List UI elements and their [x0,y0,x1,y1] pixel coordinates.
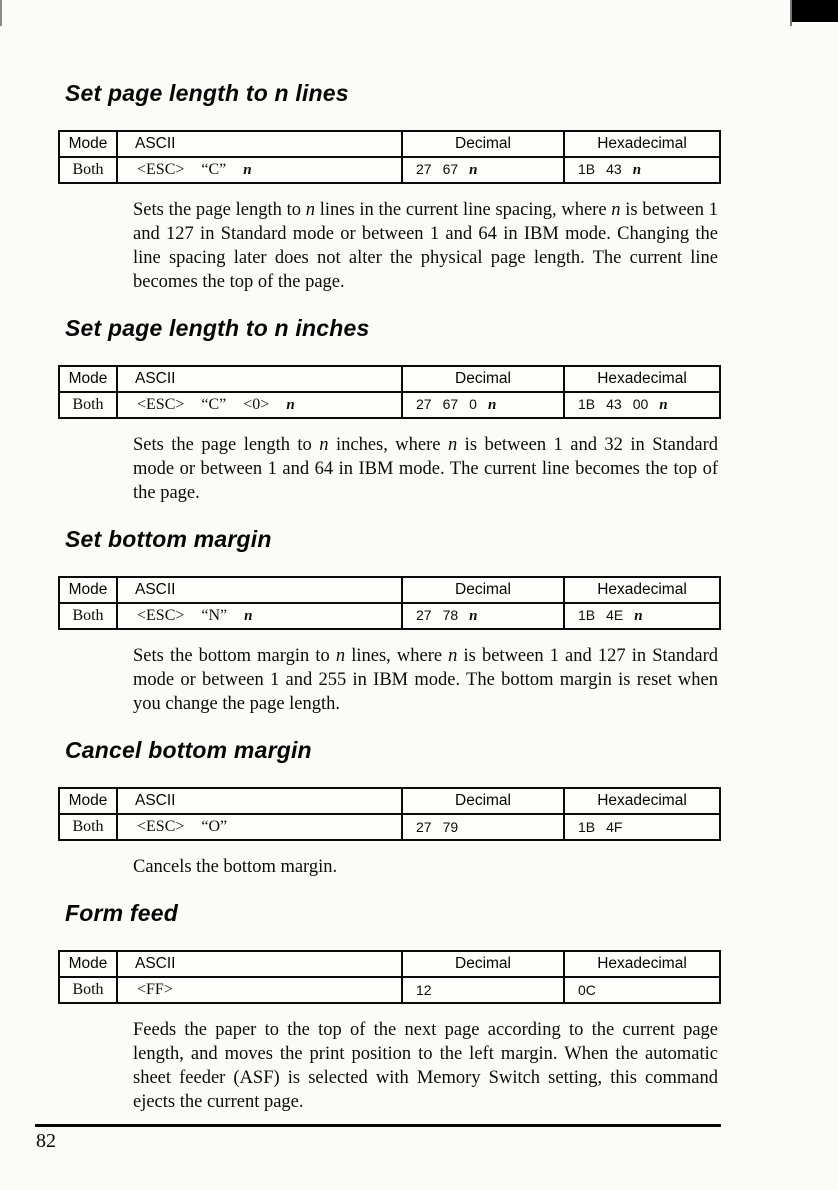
code-token: <ESC> [137,607,185,624]
code-token: 27 [416,819,432,835]
command-row [59,392,720,418]
col-header-decimal: Decimal [402,577,564,603]
code-token: 12 [416,982,432,998]
command-section [0,737,838,879]
command-row [59,977,720,1003]
col-header-ascii: ASCII [117,577,402,603]
section-title: Set bottom margin [65,526,272,552]
hex-cell [564,814,720,840]
variable-token: n [244,608,253,624]
page-number: 82 [36,1130,56,1152]
description-paragraph: Sets the page length to n lines in the current line spacing, where n is between 1 and 127 in Standard mode or between 1 and 64 in IBM mode. Changing the line spacing later does not alter the physical page length. The current line becomes the top of the page. [133,200,718,292]
code-token: 27 [416,607,432,623]
section-title: Cancel bottom margin [65,737,312,763]
variable-token: n [286,397,295,413]
section-title: Set page length to n inches [65,315,370,341]
hex-cell [564,603,720,629]
code-token: 78 [442,607,459,623]
ascii-cell [117,814,402,840]
section-title: Form feed [65,900,178,926]
code-token: <ESC> [137,161,185,178]
col-header-hexadecimal: Hexadecimal [564,131,720,157]
command-row [59,814,720,840]
variable-token: n [469,162,478,178]
command-table [58,950,721,1004]
command-section [0,80,838,294]
code-token: 27 [416,396,432,412]
mode-cell: Both [59,603,117,629]
command-section [0,315,838,505]
code-token: 4F [606,819,623,835]
col-header-mode: Mode [59,131,117,157]
code-token: 00 [632,396,649,412]
variable-token: n [659,397,668,413]
decimal-cell [402,157,564,183]
command-section [0,900,838,1114]
code-token: 0 [469,396,477,412]
col-header-hexadecimal: Hexadecimal [564,366,720,392]
ascii-cell [117,392,402,418]
col-header-ascii: ASCII [117,951,402,977]
col-header-mode: Mode [59,788,117,814]
code-token: 1B [578,819,596,835]
code-token: 4E [606,607,624,623]
description-paragraph: Sets the page length to n inches, where n is between 1 and 32 in Standard mode or between 1 and 64 in IBM mode. The current line becomes the top of the page. [133,435,718,503]
decimal-cell [402,977,564,1003]
col-header-hexadecimal: Hexadecimal [564,951,720,977]
mode-cell: Both [59,157,117,183]
code-token: 43 [606,161,622,177]
col-header-ascii: ASCII [117,366,402,392]
mode-cell: Both [59,392,117,418]
description-paragraph: Sets the bottom margin to n lines, where n is between 1 and 127 in Standard mode or between 1 and 255 in IBM mode. The bottom margin is reset when you change the page length. [133,646,718,714]
variable-token: n [632,162,642,178]
hex-cell [564,157,720,183]
col-header-ascii: ASCII [117,788,402,814]
table-header-row [59,788,720,814]
mode-cell: Both [59,814,117,840]
code-token: “C” [201,396,227,413]
col-header-decimal: Decimal [402,951,564,977]
ascii-cell [117,977,402,1003]
code-token: <0> [243,396,270,413]
col-header-hexadecimal: Hexadecimal [564,788,720,814]
command-table [58,365,721,419]
code-token: 1B [578,161,596,177]
variable-token: n [243,162,252,178]
table-header-row [59,951,720,977]
code-token: 1B [578,607,596,623]
command-row [59,603,720,629]
code-token: 27 [416,161,432,177]
col-header-mode: Mode [59,366,117,392]
col-header-decimal: Decimal [402,131,564,157]
col-header-hexadecimal: Hexadecimal [564,577,720,603]
table-header-row [59,366,720,392]
code-token: “C” [201,161,227,178]
code-token: “N” [201,607,228,624]
variable-token: n [487,397,497,413]
code-token: 43 [606,396,622,412]
col-header-mode: Mode [59,577,117,603]
command-row [59,157,720,183]
code-token: 67 [442,396,459,412]
table-header-row [59,577,720,603]
decimal-cell [402,603,564,629]
col-header-ascii: ASCII [117,131,402,157]
code-token: 1B [578,396,596,412]
code-token: “O” [201,818,228,835]
footer-rule [35,1124,721,1127]
code-token: <ESC> [137,396,185,413]
mode-cell: Both [59,977,117,1003]
code-token: <ESC> [137,818,185,835]
command-table [58,787,721,841]
command-table [58,576,721,630]
ascii-cell [117,603,402,629]
section-title: Set page length to n lines [65,80,349,106]
decimal-cell [402,392,564,418]
description-paragraph: Cancels the bottom margin. [133,857,338,877]
command-table [58,130,721,184]
scan-corner-mark [792,0,838,22]
code-token: <FF> [137,981,173,998]
variable-token: n [634,608,643,624]
decimal-cell [402,814,564,840]
hex-cell [564,392,720,418]
code-token: 67 [442,161,459,177]
col-header-decimal: Decimal [402,366,564,392]
code-token: 0C [578,982,596,998]
col-header-mode: Mode [59,951,117,977]
code-token: 79 [442,819,459,835]
scan-edge-artifact [0,0,2,26]
table-header-row [59,131,720,157]
col-header-decimal: Decimal [402,788,564,814]
ascii-cell [117,157,402,183]
variable-token: n [469,608,478,624]
hex-cell [564,977,720,1003]
description-paragraph: Feeds the paper to the top of the next page according to the current page length, and moves the print position to the left margin. When the automatic sheet feeder (ASF) is selected with Memory Switch setting, this command ejects the current page. [133,1020,718,1112]
command-section [0,526,838,716]
